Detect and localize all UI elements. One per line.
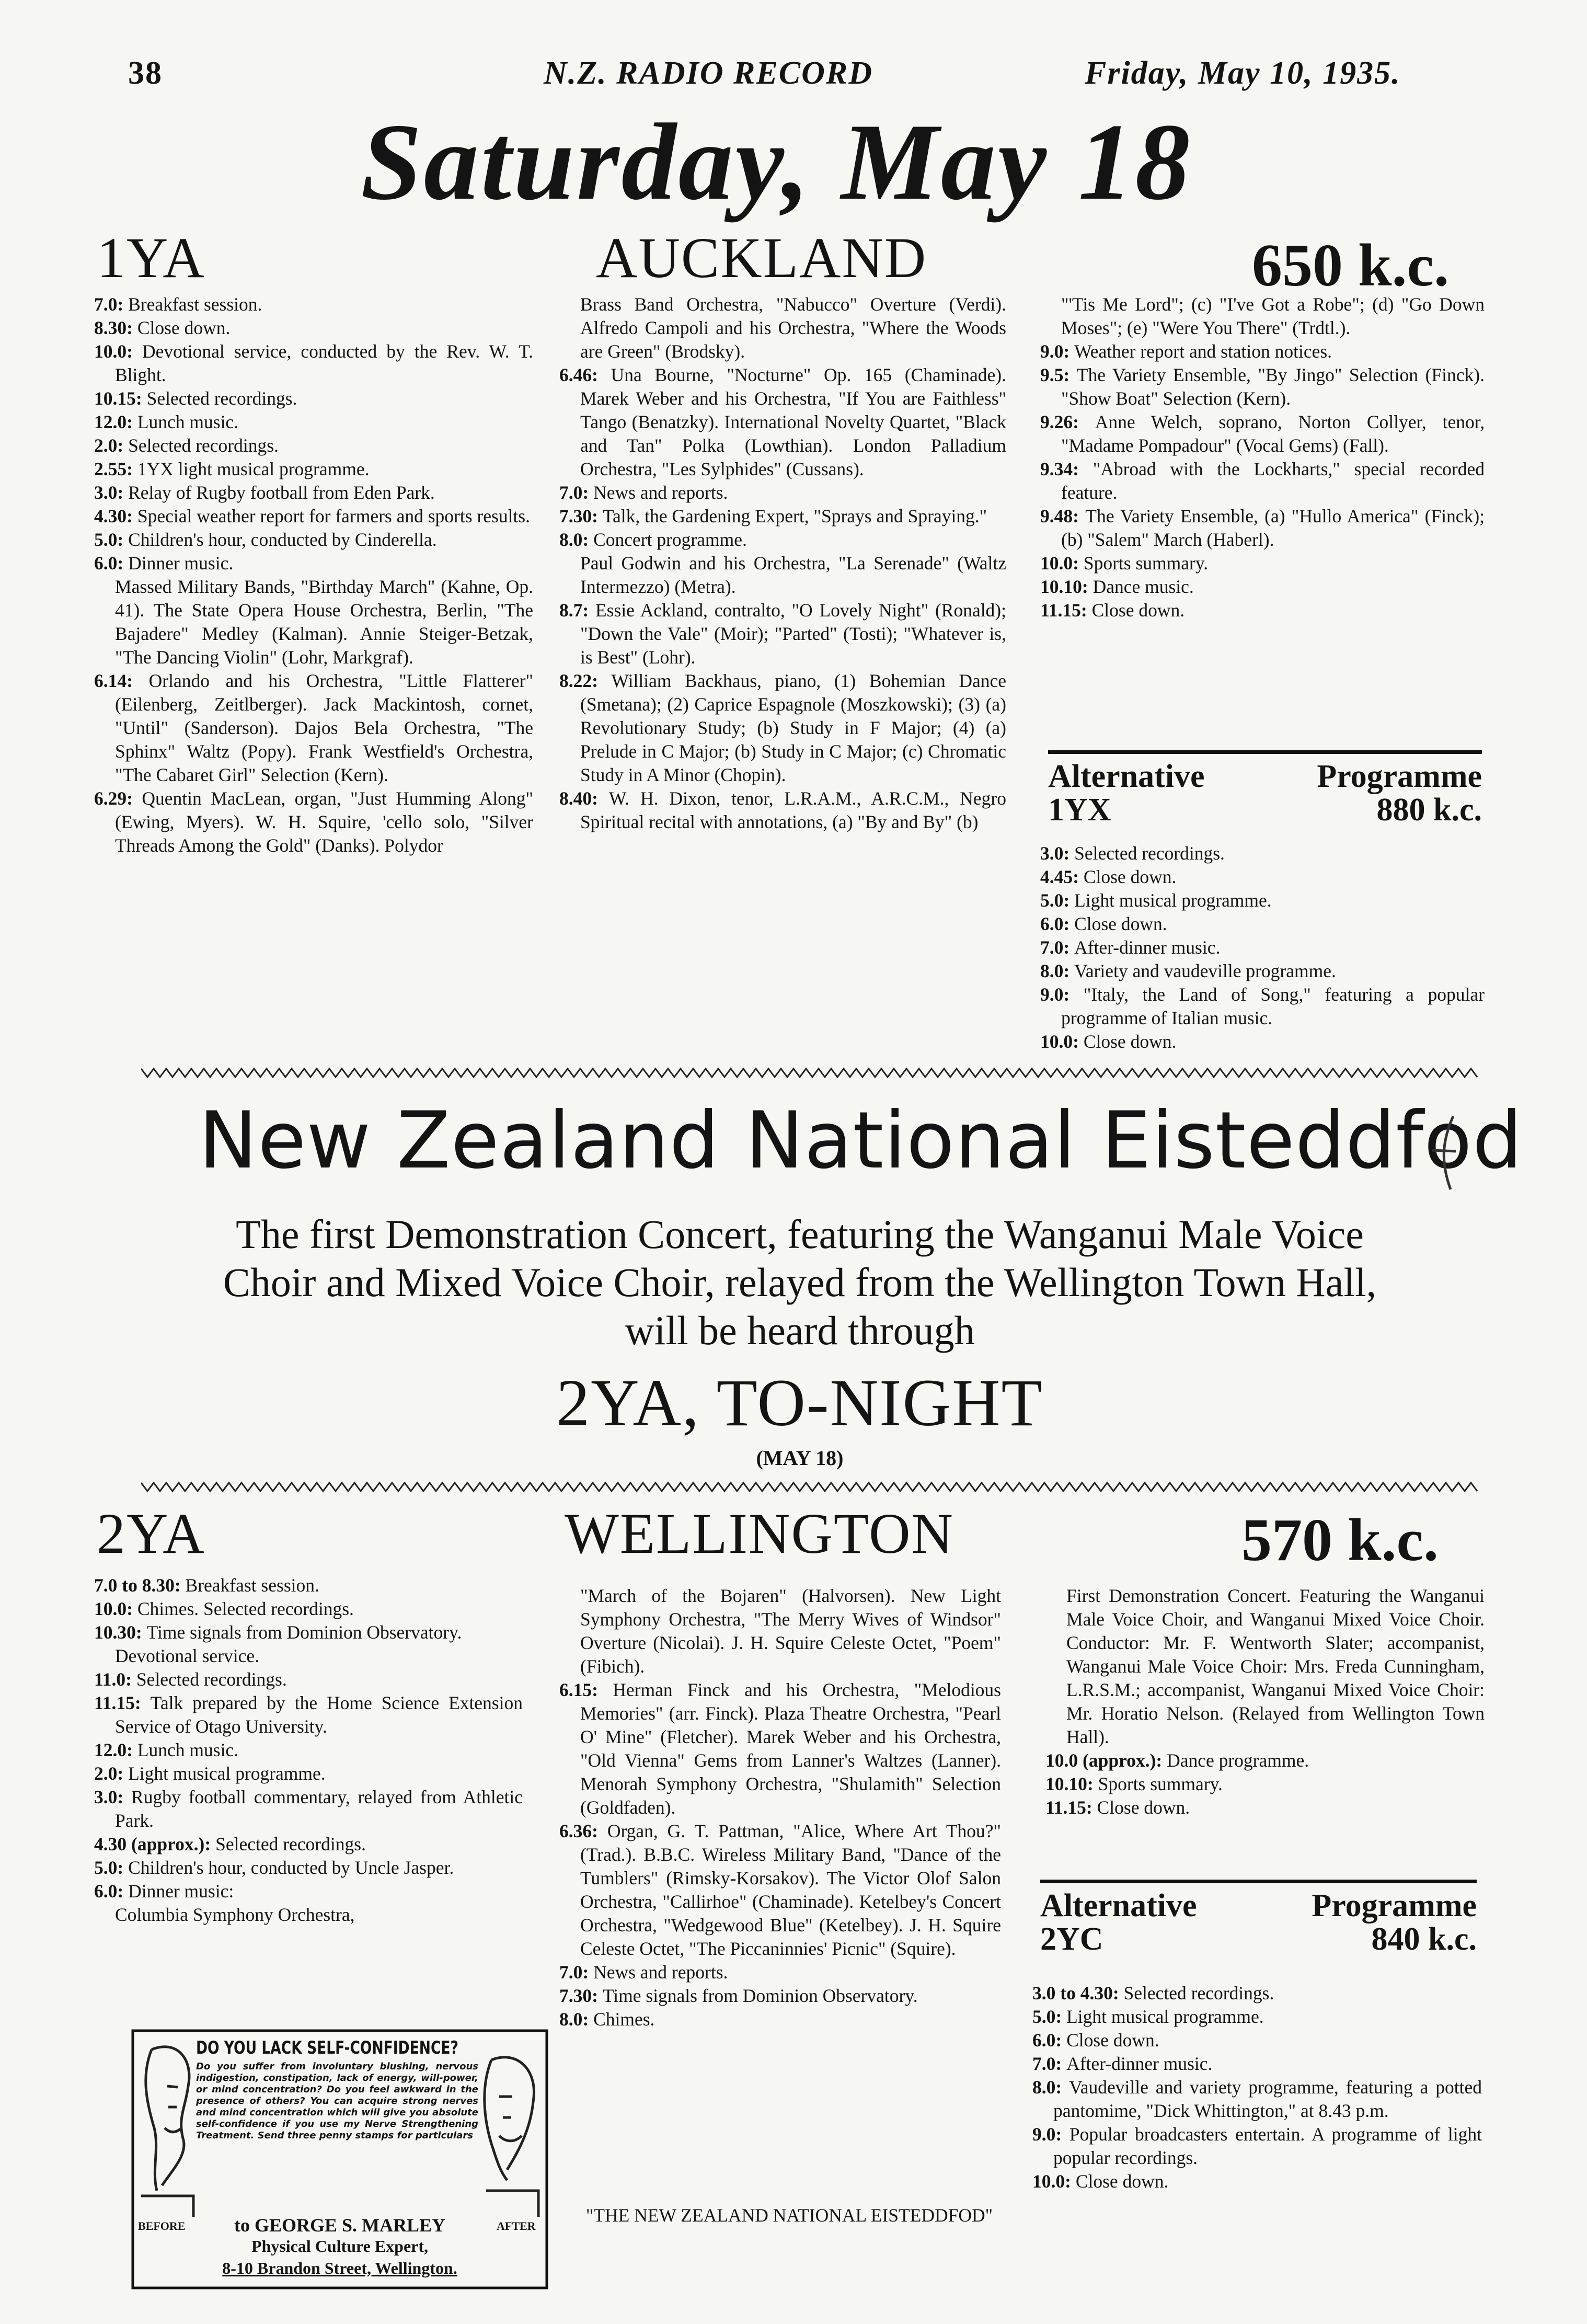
programme-item <box>94 1856 523 1880</box>
programme-item <box>94 410 533 434</box>
programme-description: Selected recordings. <box>128 435 279 456</box>
programme-description: Children's hour, conducted by Uncle Jasper. <box>128 1857 454 1878</box>
programme-description: Popular broadcasters entertain. A programme of light popular recordings. <box>1053 2124 1482 2168</box>
programme-time: 7.0: <box>1040 937 1075 958</box>
alt-station-call: 2YC <box>1040 1921 1103 1957</box>
eisteddfod-announcement-line-3: will be heard through <box>625 1308 975 1353</box>
programme-time: 5.0: <box>94 1857 129 1878</box>
programme-time: 2.55: <box>94 459 137 479</box>
programme-description: Orlando and his Orchestra, "Little Flatterer" (Eilenberg, Zeitlberger). Jack Mackintosh, cornet, "Until" (Sanderson). Dajos Bela Orchestra, "The Sphinx" Waltz (Popy). Frank Westfield's Orchestra, "The Cabaret Girl" Selection (Kern). <box>115 670 533 785</box>
alt-label: Alternative <box>1040 1888 1197 1924</box>
programme-item <box>559 1678 1001 1819</box>
programme-time: 6.0: <box>1040 913 1075 934</box>
programme-item <box>94 481 533 505</box>
programme-description: Breakfast session. <box>128 294 262 315</box>
programme-item <box>94 669 533 787</box>
programme-description: Close down. <box>1066 2030 1159 2051</box>
programme-item <box>1045 1584 1485 1749</box>
programme-item <box>1032 2076 1482 2123</box>
programme-description: Una Bourne, "Nocturne" Op. 165 (Chaminade). Marek Weber and his Orchestra, "If You are Faithless" Tango (Benatzky). International Novelty Quartet, "Black and Tan" Polka (Lowthian). London Palladium Orchestra, "Les Sylphides" (Cussans). <box>580 364 1006 479</box>
programme-time: 8.0: <box>1032 2077 1070 2098</box>
programme-item <box>94 293 533 316</box>
programme-description: Dinner music: <box>128 1881 234 1902</box>
programme-time: 6.46: <box>559 364 611 385</box>
programme-description: "March of the Bojaren" (Halvorsen). New Light Symphony Orchestra, "The Merry Wives of Windsor" Overture (Nicolai). J. H. Squire Celeste Octet, "Poem" (Fibich). <box>580 1585 1001 1677</box>
programme-time: 7.0: <box>94 294 129 315</box>
programme-item <box>559 599 1006 669</box>
programme-time: 5.0: <box>1032 2006 1067 2027</box>
programme-item <box>1040 865 1485 889</box>
programme-time: 3.0: <box>94 1787 132 1807</box>
programme-description: 1YX light musical programme. <box>137 459 370 479</box>
alternative-programme-2yc <box>1040 1880 1477 1988</box>
before-face-illustration <box>141 2047 193 2217</box>
after-face-illustration <box>485 2057 538 2217</box>
programme-item <box>94 340 533 387</box>
programme-item <box>1040 912 1485 936</box>
programme-item <box>94 528 533 552</box>
programme-time: 6.29: <box>94 788 142 809</box>
programme-item <box>1045 1772 1485 1796</box>
programme-time: 8.0: <box>559 2009 594 2030</box>
programme-time: 6.14: <box>94 670 149 691</box>
programme-time: 12.0: <box>94 411 137 432</box>
programme-item <box>1040 889 1485 912</box>
programme-item <box>94 1785 523 1833</box>
programme-time: 10.0: <box>1040 1031 1084 1052</box>
programme-item <box>94 316 533 340</box>
programme-description: Selected recordings. <box>215 1834 366 1854</box>
advertisement-address: 8-10 Brandon Street, Wellington. <box>222 2259 457 2277</box>
programme-description: Time signals from Dominion Observatory. <box>602 1985 918 2006</box>
programme-description: First Demonstration Concert. Featuring the Wanganui Male Voice Choir, and Wanganui Mixed Voice Choir. Conductor: Mr. F. Wentworth Slater; accompanist, Wanganui Male Voice Choir: Mrs. Freda Cunningham, L.R.S.M.; accompanist, Wanganui Mixed Voice Choir: Mr. Horatio Nelson. (Relayed from Wellington Town Hall). <box>1066 1585 1485 1747</box>
wellington-column-2 <box>559 1584 1001 2031</box>
programme-time: 7.30: <box>559 1985 603 2006</box>
programme-description: Dinner music. <box>128 553 234 574</box>
programme-description: Vaudeville and variety programme, featuring a potted pantomime, "Dick Whittington," at 8.43 p.m. <box>1053 2077 1482 2121</box>
programme-time: 10.0: <box>1032 2171 1076 2192</box>
programme-description: Close down. <box>1097 1797 1190 1818</box>
programme-time: 9.0: <box>1040 984 1084 1005</box>
programme-item <box>1040 552 1485 575</box>
programme-item <box>94 1762 523 1785</box>
station-frequency-2ya: 570 k.c. <box>1241 1507 1439 1574</box>
programme-time: 6.36: <box>559 1821 607 1841</box>
programme-item <box>559 552 1006 599</box>
auckland-column-1 <box>94 293 533 857</box>
programme-item <box>94 575 533 669</box>
programme-description: Close down. <box>1083 866 1177 887</box>
programme-description: Special weather report for farmers and sports results. <box>137 506 530 526</box>
programme-description: Sports summary. <box>1098 1773 1223 1794</box>
programme-item <box>1040 340 1485 363</box>
advertisement-headline: DO YOU LACK SELF-CONFIDENCE? <box>196 2037 458 2058</box>
programme-item <box>94 457 533 481</box>
programme-description: Essie Ackland, contralto, "O Lovely Night" (Ronald); "Down the Vale" (Moir); "Parted" (Tosti); "Whatever is, is Best" (Lohr). <box>580 600 1006 668</box>
programme-item <box>559 1819 1001 1961</box>
programme-item <box>94 552 533 575</box>
wellington-eisteddfod-caption: "THE NEW ZEALAND NATIONAL EISTEDDFOD" <box>585 2205 993 2226</box>
eisteddfod-date: (MAY 18) <box>756 1446 844 1470</box>
programme-description: Organ, G. T. Pattman, "Alice, Where Art Thou?" (Trad.). B.B.C. Wireless Military Band, "Dance of the Tumblers" (Rimsky-Korsakov). The Victor Olof Salon Orchestra, "Callirhoe" (Chaminade). Ketelbey's Concert Orchestra, "Wedgewood Blue" (Ketelbey). J. H. Squire Celeste Octet, "The Piccaninnies' Picnic" (Squire). <box>580 1821 1002 1959</box>
programme-description: Light musical programme. <box>128 1763 326 1784</box>
advertisement-title: Physical Culture Expert, <box>251 2237 429 2256</box>
programme-description: Breakfast session. <box>185 1575 319 1596</box>
programme-item <box>559 1984 1001 2008</box>
pencil-mark <box>1432 1114 1469 1192</box>
programme-time: 8.7: <box>559 600 595 621</box>
programme-item <box>1045 1749 1485 1772</box>
programme-item <box>1040 936 1485 959</box>
programme-item <box>94 1644 523 1668</box>
eisteddfod-heading: New Zealand National Eisteddfod <box>199 1095 1523 1186</box>
programme-time: 7.0: <box>1032 2053 1067 2074</box>
programme-time: 8.22: <box>559 670 612 691</box>
programme-item <box>559 481 1006 505</box>
programme-item <box>559 528 1006 552</box>
station-call-1ya: 1YA <box>97 226 205 290</box>
programme-description: Devotional service. <box>115 1645 260 1666</box>
programme-item <box>1040 1030 1485 1054</box>
programme-time: 9.48: <box>1040 506 1086 526</box>
programme-time: 5.0: <box>1040 890 1075 911</box>
page-number: 38 <box>128 55 163 91</box>
programme-time: 7.0 to 8.30: <box>94 1575 186 1596</box>
programme-item <box>94 1574 523 1597</box>
programme-description: Columbia Symphony Orchestra, <box>115 1904 355 1925</box>
programme-description: Close down. <box>1083 1031 1177 1052</box>
programme-description: Lunch music. <box>137 1739 239 1760</box>
alt-station-frequency: 880 k.c. <box>1376 792 1482 828</box>
programme-time: 10.0: <box>94 341 143 362</box>
programme-item <box>1040 410 1485 457</box>
programme-item <box>94 1597 523 1621</box>
alt-station-frequency: 840 k.c. <box>1371 1921 1477 1957</box>
eisteddfod-announcement-line-1: The first Demonstration Concert, featuring the Wanganui Male Voice <box>236 1211 1364 1257</box>
alt-label: Alternative <box>1048 759 1205 794</box>
programme-description: Light musical programme. <box>1074 890 1272 911</box>
programme-description: "'Tis Me Lord"; (c) "I've Got a Robe"; (d) "Go Down Moses"; (e) "Were You There" (Trdtl.). <box>1061 294 1485 338</box>
station-city-auckland: AUCKLAND <box>596 226 927 290</box>
programme-item <box>559 505 1006 528</box>
station-city-wellington: WELLINGTON <box>565 1502 954 1565</box>
programme-description: William Backhaus, piano, (1) Bohemian Dance (Smetana); (2) Caprice Espagnole (Moszkowski); (3) (a) Revolutionary Study; (b) Study in F Major; (4) (a) Prelude in C Major; (b) Study in C Major; (c) Chromatic Study in A Minor (Chopin). <box>580 670 1006 785</box>
programme-time: 10.0: <box>94 1598 137 1619</box>
wellington-column-3 <box>1045 1584 1485 1819</box>
programme-description: News and reports. <box>593 1962 728 1983</box>
programme-item <box>1040 959 1485 983</box>
programme-time: 10.15: <box>94 388 147 409</box>
programme-item <box>559 363 1006 481</box>
programme-description: Children's hour, conducted by Cinderella. <box>128 529 437 550</box>
wellington-column-1 <box>94 1574 523 1927</box>
wavy-divider-top <box>141 1067 1479 1079</box>
programme-description: Chimes. Selected recordings. <box>137 1598 354 1619</box>
programme-description: "Italy, the Land of Song," featuring a popular programme of Italian music. <box>1061 984 1485 1028</box>
programme-time: 4.30 (approx.): <box>94 1834 216 1854</box>
programme-item <box>1040 457 1485 505</box>
programme-time: 5.0: <box>94 529 129 550</box>
programme-item <box>94 434 533 457</box>
programme-item <box>94 1691 523 1738</box>
programme-description: Selected recordings. <box>1074 843 1225 864</box>
programme-time: 8.30: <box>94 317 137 338</box>
programme-time: 7.0: <box>559 1962 594 1983</box>
programme-description: Dance music. <box>1092 576 1194 597</box>
programme-description: Weather report and station notices. <box>1074 341 1332 362</box>
programme-description: Chimes. <box>593 2009 655 2030</box>
programme-item <box>1045 1796 1485 1819</box>
programme-description: Brass Band Orchestra, "Nabucco" Overture (Verdi). Alfredo Campoli and his Orchestra, "Where the Woods are Green" (Brodsky). <box>580 294 1006 362</box>
programme-item <box>1032 1982 1482 2005</box>
alternative-2yc-list <box>1032 1982 1482 2193</box>
programme-description: Close down. <box>1091 600 1185 621</box>
programme-description: News and reports. <box>593 482 728 503</box>
programme-item <box>94 1903 523 1927</box>
programme-description: Close down. <box>1074 913 1167 934</box>
programme-item <box>559 1961 1001 1984</box>
programme-time: 8.0: <box>559 529 594 550</box>
programme-description: Herman Finck and his Orchestra, "Melodious Memories" (arr. Finck). Plaza Theatre Orchestra, "Pearl O' Mine" (Fletcher). Marek Weber and his Orchestra, "Old Vienna" Gems from Lanner's Waltzes (Lanner). Menorah Symphony Orchestra, "Shulamith" Selection (Goldfaden). <box>580 1679 1001 1818</box>
programme-item <box>1040 599 1485 622</box>
programme-description: Selected recordings. <box>146 388 297 409</box>
programme-description: After-dinner music. <box>1074 937 1221 958</box>
station-frequency-1ya: 650 k.c. <box>1252 232 1449 299</box>
programme-description: Anne Welch, soprano, Norton Collyer, tenor, "Madame Pompadour" (Vocal Gems) (Fall). <box>1061 411 1485 456</box>
publication-name: N.Z. RADIO RECORD <box>544 55 873 91</box>
programme-item <box>1032 2029 1482 2052</box>
programme-time: 10.10: <box>1045 1773 1098 1794</box>
advertisement-after-label: AFTER <box>497 2219 536 2233</box>
advertisement-self-confidence <box>131 2029 549 2290</box>
programme-time: 10.0 (approx.): <box>1045 1750 1167 1771</box>
programme-description: Time signals from Dominion Observatory. <box>146 1622 462 1643</box>
programme-description: After-dinner music. <box>1066 2053 1213 2074</box>
programme-time: 11.0: <box>94 1669 136 1690</box>
programme-item <box>1032 2005 1482 2029</box>
programme-time: 7.0: <box>559 482 594 503</box>
programme-time: 8.0: <box>1040 960 1075 981</box>
programme-time: 4.30: <box>94 506 137 526</box>
programme-time: 2.0: <box>94 1763 129 1784</box>
issue-date: Friday, May 10, 1935. <box>1085 55 1401 91</box>
eisteddfod-tonight: 2YA, TO-NIGHT <box>556 1366 1043 1440</box>
programme-time: 6.0: <box>1032 2030 1067 2051</box>
programme-description: "Abroad with the Lockharts," special recorded feature. <box>1061 459 1485 503</box>
alt-label-programme: Programme <box>1312 1888 1477 1924</box>
programme-description: Variety and vaudeville programme. <box>1074 960 1336 981</box>
programme-description: Massed Military Bands, "Birthday March" (Kahne, Op. 41). The State Opera House Orchestra, Berlin, "The Bajadere" Medley (Kalman). Annie Steiger-Betzak, "The Dancing Violin" (Lohr, Markgraf). <box>115 576 533 668</box>
programme-item <box>94 1621 523 1644</box>
page-title: Saturday, May 18 <box>361 101 1192 223</box>
programme-description: Selected recordings. <box>136 1669 287 1690</box>
programme-time: 9.0: <box>1032 2124 1070 2145</box>
programme-item <box>1040 363 1485 410</box>
programme-time: 3.0: <box>94 482 129 503</box>
programme-item <box>94 1668 523 1691</box>
programme-time: 2.0: <box>94 435 129 456</box>
programme-time: 10.10: <box>1040 576 1093 597</box>
programme-description: Concert programme. <box>593 529 747 550</box>
programme-item <box>1032 2052 1482 2076</box>
programme-description: Rugby football commentary, relayed from Athletic Park. <box>115 1787 523 1831</box>
programme-time: 3.0: <box>1040 843 1075 864</box>
programme-item <box>559 1584 1001 1678</box>
auckland-column-3 <box>1040 293 1485 622</box>
programme-description: Relay of Rugby football from Eden Park. <box>128 482 435 503</box>
programme-time: 6.0: <box>94 553 129 574</box>
programme-item <box>559 293 1006 363</box>
programme-time: 3.0 to 4.30: <box>1032 1983 1124 2004</box>
programme-item <box>559 787 1006 834</box>
programme-item <box>94 787 533 857</box>
programme-time: 11.15: <box>1045 1797 1097 1818</box>
station-call-2ya: 2YA <box>97 1502 205 1565</box>
programme-time: 9.34: <box>1040 459 1093 479</box>
programme-description: Light musical programme. <box>1066 2006 1264 2027</box>
programme-time: 11.15: <box>1040 600 1092 621</box>
auckland-column-2 <box>559 293 1006 834</box>
programme-item <box>94 1833 523 1856</box>
programme-time: 9.5: <box>1040 364 1077 385</box>
programme-item <box>94 1738 523 1762</box>
programme-description: Close down. <box>137 317 231 338</box>
programme-description: Dance programme. <box>1167 1750 1309 1771</box>
eisteddfod-announcement-line-2: Choir and Mixed Voice Choir, relayed from the Wellington Town Hall, <box>223 1260 1377 1305</box>
programme-description: Talk, the Gardening Expert, "Sprays and Spraying." <box>602 506 987 526</box>
alt-station-call: 1YX <box>1048 792 1111 828</box>
programme-time: 6.0: <box>94 1881 129 1902</box>
programme-item <box>1040 575 1485 599</box>
programme-description: Devotional service, conducted by the Rev. W. T. Blight. <box>115 341 533 385</box>
programme-time: 7.30: <box>559 506 603 526</box>
programme-item <box>1040 505 1485 552</box>
programme-description: The Variety Ensemble, (a) "Hullo America" (Finck); (b) "Salem" March (Haberl). <box>1061 506 1485 550</box>
programme-time: 4.45: <box>1040 866 1084 887</box>
programme-item <box>1040 842 1485 865</box>
advertisement-body: Do you suffer from involuntary blushing, nervous indigestion, constipation, lack of energy, will-power, or mind concentration? Do you feel awkward in the presence of others? You can acquire strong nerves and mind concentration which will give you absolute self-confidence if you use my Nerve Strengthening Treatment. Send three penny stamps for particulars <box>196 2061 478 2141</box>
programme-time: 6.15: <box>559 1679 613 1700</box>
programme-description: Talk prepared by the Home Science Extension Service of Otago University. <box>115 1692 523 1737</box>
programme-time: 12.0: <box>94 1739 137 1760</box>
alt-label-programme: Programme <box>1317 759 1482 794</box>
programme-description: W. H. Dixon, tenor, L.R.A.M., A.R.C.M., Negro Spiritual recital with annotations, (a) "By and By" (b) <box>580 788 1006 832</box>
programme-description: Quentin MacLean, organ, "Just Humming Along" (Ewing, Myers). W. H. Squire, 'cello solo, "Silver Threads Among the Gold" (Danks). Polydor <box>115 788 533 856</box>
programme-item <box>94 387 533 410</box>
advertisement-name: to GEORGE S. MARLEY <box>234 2215 446 2236</box>
programme-item <box>559 669 1006 787</box>
programme-description: The Variety Ensemble, "By Jingo" Selection (Finck). "Show Boat" Selection (Kern). <box>1061 364 1485 409</box>
programme-description: Paul Godwin and his Orchestra, "La Serenade" (Waltz Intermezzo) (Metra). <box>580 553 1006 597</box>
programme-time: 10.30: <box>94 1622 147 1643</box>
programme-item <box>1032 2123 1482 2170</box>
programme-item <box>559 2008 1001 2031</box>
programme-description: Close down. <box>1075 2171 1169 2192</box>
programme-item <box>94 505 533 528</box>
programme-description: Lunch music. <box>137 411 239 432</box>
advertisement-before-label: BEFORE <box>138 2219 186 2233</box>
programme-item <box>1040 293 1485 340</box>
programme-time: 8.40: <box>559 788 609 809</box>
programme-time: 9.0: <box>1040 341 1075 362</box>
programme-time: 9.26: <box>1040 411 1095 432</box>
programme-item <box>1032 2170 1482 2193</box>
programme-time: 10.0: <box>1040 553 1084 574</box>
wavy-divider-bottom <box>141 1481 1479 1493</box>
programme-item <box>1040 983 1485 1030</box>
programme-time: 11.15: <box>94 1692 151 1713</box>
programme-description: Sports summary. <box>1083 553 1209 574</box>
programme-description: Selected recordings. <box>1123 1983 1274 2004</box>
alternative-1yx-list <box>1040 842 1485 1054</box>
programme-item <box>94 1880 523 1903</box>
